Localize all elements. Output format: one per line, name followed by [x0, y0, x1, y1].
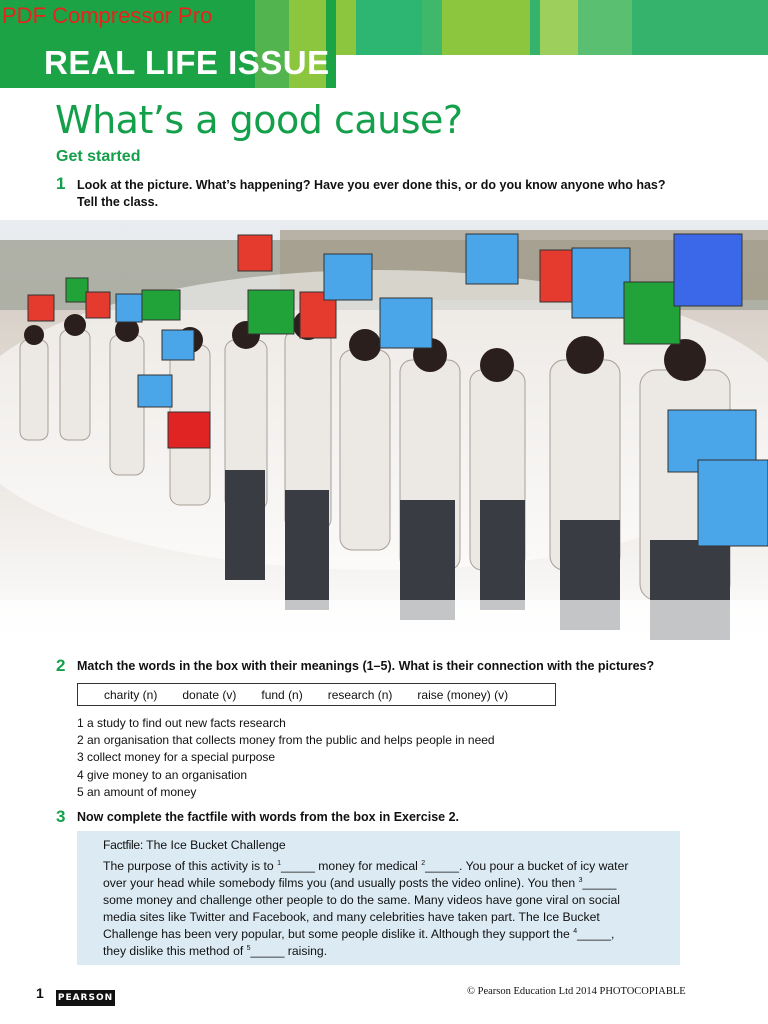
factfile-line: Challenge has been very popular, but some people dislike it. Although they support the $^4$_____,: [103, 927, 615, 941]
exercise-3-instruction: Now complete the factfile with words from the box in Exercise 2.: [77, 810, 460, 824]
factfile-line: they dislike this method of $^5$_____ raising.: [103, 944, 328, 958]
band-stripe: [336, 0, 356, 55]
factfile-line: media sites like Twitter and Facebook, and many celebrities have taken part. The Ice Bucket: [103, 910, 600, 924]
watermark: PDF Compressor Pro: [2, 3, 213, 28]
exercise-number: 3: [56, 807, 66, 826]
band-stripe: [442, 0, 530, 55]
band-stripe: [540, 0, 578, 55]
ice-bucket-challenge-photo: [0, 220, 768, 650]
factfile-title: Factfile: The Ice Bucket Challenge: [103, 838, 286, 852]
exercise-number: 2: [56, 656, 66, 675]
exercise-number: 1: [56, 174, 66, 193]
definition-item: 5 an amount of money: [77, 784, 197, 799]
factfile-line: some money and challenge other people to do the same. Many videos have gone viral on social: [103, 893, 620, 907]
definition-item: 4 give money to an organisation: [77, 767, 248, 782]
copyright-notice: © Pearson Education Ltd 2014 PHOTOCOPIABLE: [467, 986, 686, 997]
publisher-logo: PEARSON: [56, 990, 115, 1006]
band-stripe: [530, 0, 540, 55]
band-stripe: [632, 0, 768, 55]
section-subtitle: Get started: [56, 148, 141, 165]
definition-list: [77, 715, 495, 801]
word-box: [77, 683, 556, 706]
issue-label: REAL LIFE ISSUE: [44, 44, 330, 81]
factfile-line: The purpose of this activity is to $^1$_____ money for medical $^2$_____. You pour a bucket of icy water: [103, 859, 629, 873]
exercise-1-instruction: Look at the picture. What’s happening? Have you ever done this, or do you know anyone who has? Tell the class.: [77, 178, 666, 209]
definition-item: 1 a study to find out new facts research: [77, 716, 286, 730]
band-stripe: [356, 0, 422, 55]
page-title: What’s a good cause?: [55, 98, 463, 142]
factfile: [77, 831, 680, 965]
definition-item: 2 an organisation that collects money from the public and helps people in need: [77, 733, 495, 748]
band-stripe: [422, 0, 442, 55]
word-item: donate (v): [182, 687, 237, 702]
word-item: fund (n): [261, 687, 303, 702]
exercise-2-instruction: Match the words in the box with their meanings (1–5). What is their connection with the pictures?: [77, 659, 655, 673]
word-item: raise (money) (v): [417, 687, 509, 702]
definition-item: 3 collect money for a special purpose: [77, 750, 276, 765]
page-number: 1: [36, 985, 44, 1001]
word-item: research (n): [327, 687, 393, 702]
factfile-line: over your head while somebody films you (and usually posts the video online). You then $^3$_____: [103, 876, 617, 890]
word-item: charity (n): [104, 687, 158, 702]
band-stripe: [578, 0, 632, 55]
